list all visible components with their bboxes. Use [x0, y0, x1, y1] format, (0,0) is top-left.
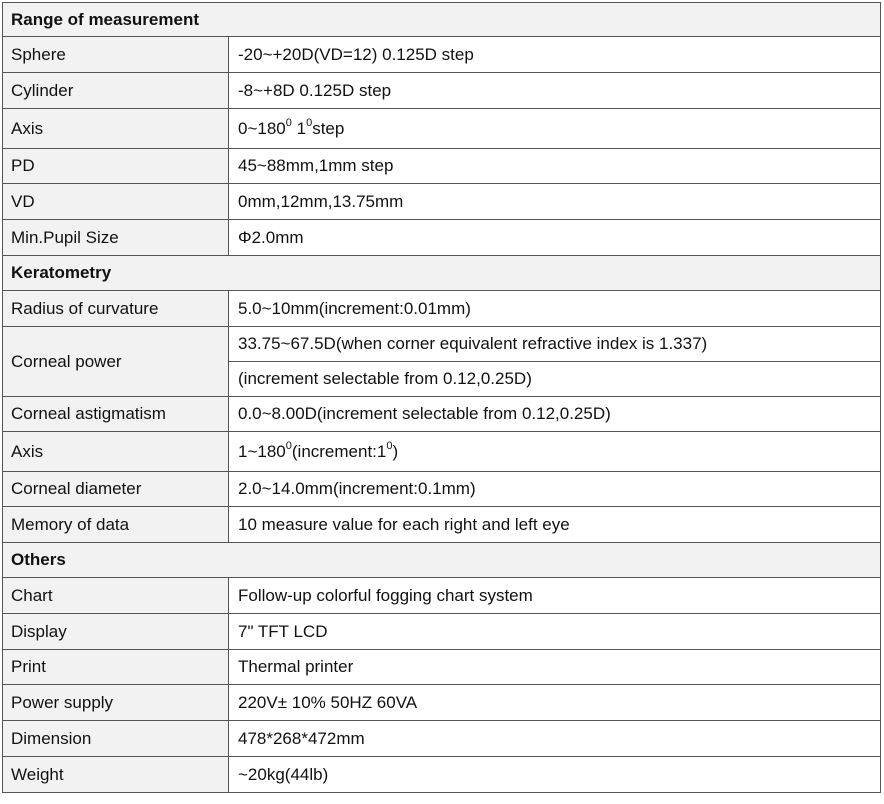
- section-title-others: Others: [3, 543, 881, 578]
- section-title-keratometry: Keratometry: [3, 256, 881, 291]
- table-row: [3, 184, 881, 220]
- row-label-pd: PD: [3, 149, 229, 184]
- table-row: [3, 578, 881, 614]
- axis-range-text: 1~180: [238, 441, 286, 461]
- row-value-corneal-diameter: 2.0~14.0mm(increment:0.1mm): [229, 472, 881, 507]
- row-label-print: Print: [3, 650, 229, 685]
- row-label-radius-of-curvature: Radius of curvature: [3, 291, 229, 327]
- axis-step-suffix: step: [312, 118, 345, 138]
- table-row: [3, 220, 881, 256]
- section-header-row: [3, 3, 881, 37]
- row-label-axis: Axis: [3, 109, 229, 149]
- row-label-power-supply: Power supply: [3, 685, 229, 721]
- degree-superscript: 0: [285, 116, 292, 129]
- row-value-dimension: 478*268*472mm: [229, 721, 881, 757]
- row-value-radius-of-curvature: 5.0~10mm(increment:0.01mm): [229, 291, 881, 327]
- table-row: [3, 650, 881, 685]
- table-row: [3, 149, 881, 184]
- section-header-row: [3, 543, 881, 578]
- row-label-display: Display: [3, 614, 229, 650]
- table-row: [3, 614, 881, 650]
- row-value-sphere: -20~+20D(VD=12) 0.125D step: [229, 37, 881, 73]
- row-value-power-supply: 220V± 10% 50HZ 60VA: [229, 685, 881, 721]
- row-value-corneal-power-line-1: 33.75~67.5D(when corner equivalent refractive index is 1.337): [229, 327, 881, 362]
- table-row: [3, 721, 881, 757]
- row-label-cylinder: Cylinder: [3, 73, 229, 109]
- degree-superscript: 0: [285, 439, 292, 452]
- row-value-memory-of-data: 10 measure value for each right and left eye: [229, 507, 881, 543]
- row-value-cylinder: -8~+8D 0.125D step: [229, 73, 881, 109]
- row-label-memory-of-data: Memory of data: [3, 507, 229, 543]
- row-value-pd: 45~88mm,1mm step: [229, 149, 881, 184]
- row-value-axis: [229, 109, 881, 149]
- row-label-dimension: Dimension: [3, 721, 229, 757]
- row-label-corneal-power: Corneal power: [3, 327, 229, 397]
- section-header-row: [3, 256, 881, 291]
- row-value-chart: Follow-up colorful fogging chart system: [229, 578, 881, 614]
- table-row: [3, 507, 881, 543]
- axis-step-text: 1: [291, 118, 307, 138]
- row-value-display: 7" TFT LCD: [229, 614, 881, 650]
- table-row: [3, 432, 881, 472]
- row-label-corneal-astigmatism: Corneal astigmatism: [3, 397, 229, 432]
- row-label-vd: VD: [3, 184, 229, 220]
- table-row: [3, 291, 881, 327]
- table-row: [3, 73, 881, 109]
- axis-range-text: 0~180: [238, 118, 286, 138]
- row-value-weight: ~20kg(44lb): [229, 757, 881, 793]
- row-label-min-pupil-size: Min.Pupil Size: [3, 220, 229, 256]
- row-value-vd: 0mm,12mm,13.75mm: [229, 184, 881, 220]
- axis-increment-suffix: ): [392, 441, 399, 461]
- row-label-sphere: Sphere: [3, 37, 229, 73]
- table-row: [3, 109, 881, 149]
- row-value-axis: [229, 432, 881, 472]
- row-label-weight: Weight: [3, 757, 229, 793]
- axis-increment-text: (increment:1: [291, 441, 387, 461]
- table-row: [3, 472, 881, 507]
- spec-table: [2, 2, 881, 793]
- table-row: [3, 37, 881, 73]
- row-value-min-pupil-size: Φ2.0mm: [229, 220, 881, 256]
- degree-superscript: 0: [306, 116, 313, 129]
- row-label-chart: Chart: [3, 578, 229, 614]
- section-title-range-of-measurement: Range of measurement: [3, 3, 881, 37]
- table-row: [3, 685, 881, 721]
- row-label-corneal-diameter: Corneal diameter: [3, 472, 229, 507]
- table-row: [3, 757, 881, 793]
- row-value-print: Thermal printer: [229, 650, 881, 685]
- row-value-corneal-astigmatism: 0.0~8.00D(increment selectable from 0.12,0.25D): [229, 397, 881, 432]
- degree-superscript: 0: [386, 439, 393, 452]
- row-label-axis: Axis: [3, 432, 229, 472]
- row-value-corneal-power-line-2: (increment selectable from 0.12,0.25D): [229, 362, 881, 397]
- table-row: [3, 327, 881, 362]
- table-row: [3, 397, 881, 432]
